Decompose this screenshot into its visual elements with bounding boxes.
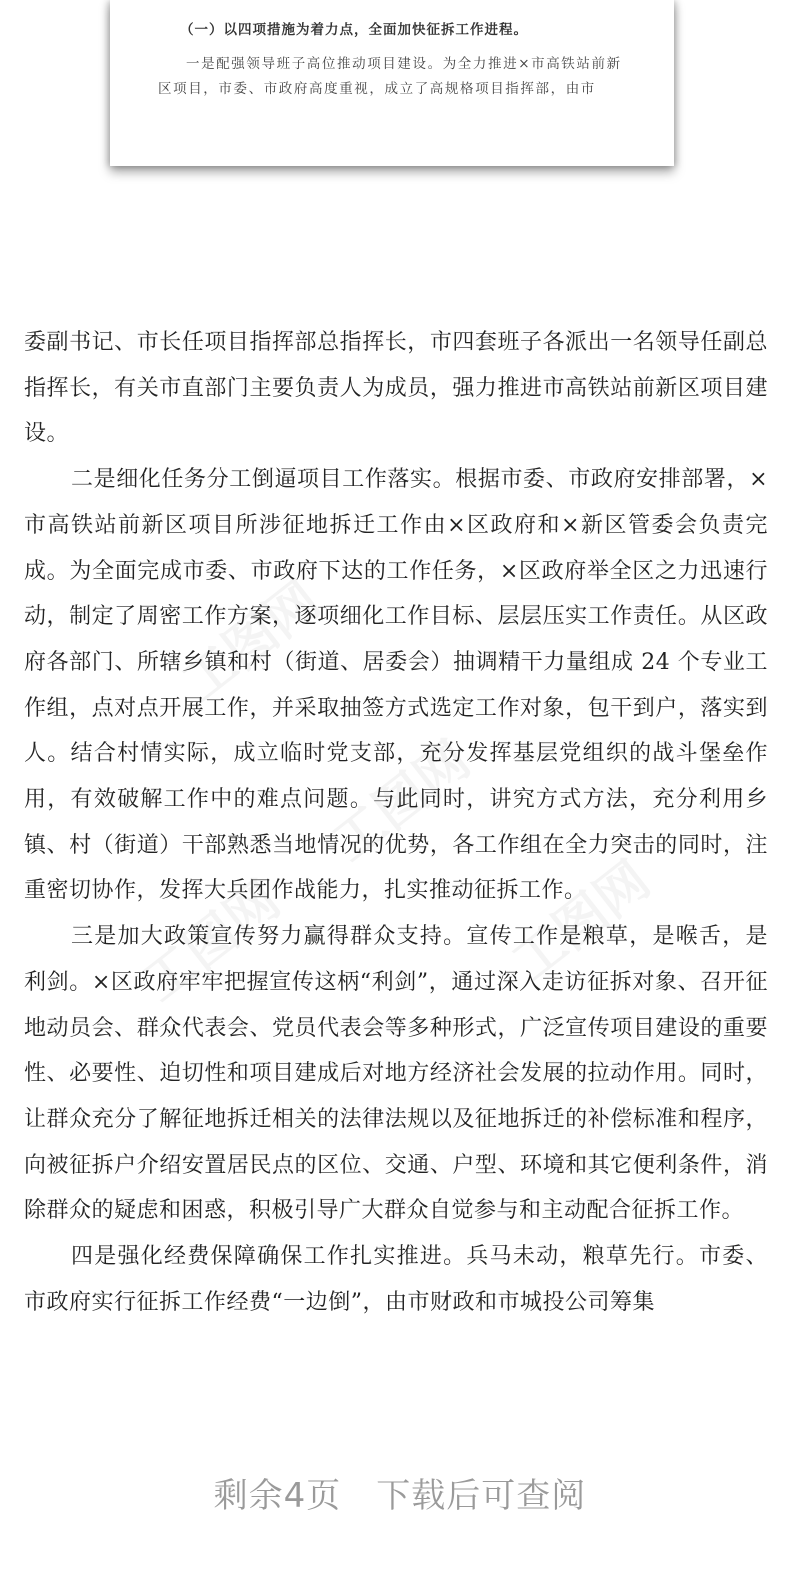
- preview-page-card: [110, 0, 674, 166]
- paragraph-3: 三是加大政策宣传努力赢得群众支持。宣传工作是粮草，是喉舌，是利剑。×区政府牢牢把握宣传这柄“利剑”，通过深入走访征拆对象、召开征地动员会、群众代表会、党员代表会等多种形式，广泛宣传项目建设的重要性、必要性、迫切性和项目建成后对地方经济社会发展的拉动作用。同时，让群众充分了解征地拆迁相关的法律法规以及征地拆迁的补偿标准和程序，向被征拆户介绍安置居民点的区位、交通、户型、环境和其它便利条件，消除群众的疑虑和困惑，积极引导广大群众自觉参与和主动配合征拆工作。: [24, 924, 768, 1224]
- paragraph-1: 委副书记、市长任项目指挥部总指挥长，市四套班子各派出一名领导任副总指挥长，有关市直部门主要负责人为成员，强力推进市高铁站前新区项目建设。: [24, 330, 768, 447]
- paragraph-2: 二是细化任务分工倒逼项目工作落实。根据市委、市政府安排部署，×市高铁站前新区项目所涉征地拆迁工作由×区政府和×新区管委会负责完成。为全面完成市委、市政府下达的工作任务，×区政府举全区之力迅速行动，制定了周密工作方案，逐项细化工作目标、层层压实工作责任。从区政府各部门、所辖乡镇和村（街道、居委会）抽调精干力量组成 24 个专业工作组，点对点开展工作，并采取抽签方式选定工作对象，包干到户，落实到人。结合村情实际，成立临时党支部，充分发挥基层党组织的战斗堡垒作用，有效破解工作中的难点问题。与此同时，讲究方式方法，充分利用乡镇、村（街道）干部熟悉当地情况的优势，各工作组在全力突击的同时，注重密切协作，发挥大兵团作战能力，扎实推动征拆工作。: [24, 467, 768, 904]
- preview-section-heading: （一）以四项措施为着力点，全面加快征拆工作进程。: [180, 22, 528, 38]
- preview-paragraph: 一是配强领导班子高位推动项目建设。为全力推进×市高铁站前新区项目，市委、市政府高度重视，成立了高规格项目指挥部，由市: [158, 56, 622, 97]
- remaining-pages-notice[interactable]: 剩余4页 下载后可查阅: [213, 1476, 587, 1516]
- document-body: [24, 320, 768, 1325]
- paragraph-4: 四是强化经费保障确保工作扎实推进。兵马未动，粮草先行。市委、市政府实行征拆工作经费“一边倒”，由市财政和市城投公司筹集: [24, 1244, 768, 1315]
